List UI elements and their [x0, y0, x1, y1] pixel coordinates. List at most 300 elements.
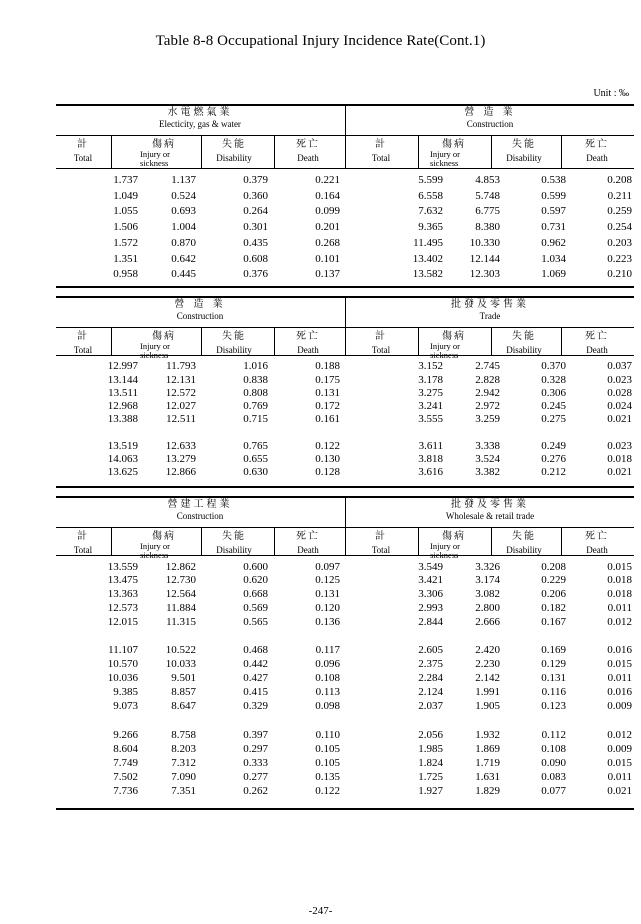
- table-cell: 10.522: [165, 644, 196, 656]
- table-cell: 0.229: [541, 574, 566, 586]
- column-header: [561, 332, 633, 355]
- table-cell: 0.328: [541, 374, 566, 386]
- table-cell: 0.333: [243, 757, 268, 769]
- table-cell: 0.245: [541, 400, 566, 412]
- table-cell: 8.647: [171, 700, 196, 712]
- column-header-en: Disability: [216, 545, 252, 555]
- table-cell: 1.932: [475, 729, 500, 741]
- table-cell: 8.857: [171, 686, 196, 698]
- table-cell: 0.808: [243, 387, 268, 399]
- table-cell: 0.642: [171, 253, 196, 265]
- column-header-en: Injury or sickness: [140, 149, 170, 168]
- table-cell: 0.203: [607, 237, 632, 249]
- column-header: [345, 332, 417, 355]
- column-header-en: Disability: [506, 345, 542, 355]
- table-cell: 9.266: [113, 729, 138, 741]
- table-cell: 12.866: [165, 466, 196, 478]
- column-header-zh: 死亡: [296, 331, 320, 342]
- table-cell: 13.519: [107, 440, 138, 452]
- column-header: [488, 140, 560, 163]
- table-cell: 0.128: [315, 466, 340, 478]
- table-cell: 3.382: [475, 466, 500, 478]
- table-cell: 0.208: [607, 174, 632, 186]
- column-header: [418, 532, 490, 560]
- table-cell: 3.616: [418, 466, 443, 478]
- column-header-en: Disability: [216, 153, 252, 163]
- table-cell: 9.385: [113, 686, 138, 698]
- column-header: [47, 532, 119, 555]
- table-cell: 1.824: [418, 757, 443, 769]
- group-title-zh: 水電燃氣業: [167, 107, 233, 118]
- table-cell: 3.306: [418, 588, 443, 600]
- table-cell: 11.107: [108, 644, 138, 656]
- group-title-zh: 營 造 業: [174, 299, 226, 310]
- column-header-zh: 失能: [512, 531, 536, 542]
- column-header: [47, 332, 119, 355]
- table-cell: 0.306: [541, 387, 566, 399]
- table-cell: 0.009: [607, 700, 632, 712]
- table-cell: 13.475: [107, 574, 138, 586]
- table-cell: 3.524: [475, 453, 500, 465]
- column-header-en: Disability: [506, 545, 542, 555]
- table-cell: 0.597: [541, 205, 566, 217]
- column-header-zh: 失能: [512, 139, 536, 150]
- table-cell: 0.116: [541, 686, 566, 698]
- table-cell: 2.666: [475, 616, 500, 628]
- column-header-en: Death: [297, 345, 319, 355]
- table-cell: 0.018: [607, 588, 632, 600]
- table-cell: 3.178: [418, 374, 443, 386]
- table-cell: 0.301: [243, 221, 268, 233]
- table-cell: 7.632: [418, 205, 443, 217]
- column-header-en: Injury or sickness: [140, 341, 170, 360]
- table-cell: 2.284: [418, 672, 443, 684]
- table-cell: 0.101: [315, 253, 340, 265]
- table-cell: 1.016: [243, 360, 268, 372]
- table-cell: 0.212: [541, 466, 566, 478]
- table-cell: 2.745: [475, 360, 500, 372]
- column-header-en: Total: [371, 545, 391, 555]
- table-cell: 2.972: [475, 400, 500, 412]
- table-cell: 0.175: [315, 374, 340, 386]
- table-cell: 7.312: [171, 757, 196, 769]
- column-header-zh: 傷病: [152, 531, 176, 542]
- table-cell: 6.775: [475, 205, 500, 217]
- table-cell: 2.124: [418, 686, 443, 698]
- right-group-header: [346, 300, 634, 321]
- table-cell: 0.693: [171, 205, 196, 217]
- table-cell: 1.049: [113, 190, 138, 202]
- table-cell: 4.853: [475, 174, 500, 186]
- column-header-en: Total: [371, 153, 391, 163]
- table-cell: 0.206: [541, 588, 566, 600]
- column-header-en: Disability: [216, 345, 252, 355]
- column-header-zh: 計: [375, 531, 387, 542]
- table-cell: 0.275: [541, 413, 566, 425]
- table-bottom-rule: [56, 486, 634, 488]
- column-header-zh: 死亡: [296, 531, 320, 542]
- page-number: -247-: [308, 905, 333, 917]
- table-cell: 12.303: [469, 268, 500, 280]
- table-cell: 0.021: [607, 785, 632, 797]
- table-cell: 0.415: [243, 686, 268, 698]
- table-cell: 8.380: [475, 221, 500, 233]
- table-cell: 3.549: [418, 561, 443, 573]
- table-cell: 0.442: [243, 658, 268, 670]
- table-cell: 12.564: [165, 588, 196, 600]
- table-cell: 0.012: [607, 616, 632, 628]
- table-cell: 0.108: [315, 672, 340, 684]
- column-header: [418, 140, 490, 168]
- table-cell: 11.495: [413, 237, 443, 249]
- column-header-en: Death: [586, 153, 608, 163]
- table-cell: 12.997: [107, 360, 138, 372]
- table-cell: 7.736: [113, 785, 138, 797]
- table-cell: 1.137: [171, 174, 196, 186]
- table-block: [56, 104, 634, 288]
- table-cell: 7.749: [113, 757, 138, 769]
- table-cell: 13.279: [165, 453, 196, 465]
- group-title-en: Wholesale & retail trade: [445, 511, 535, 521]
- group-title-en: Trade: [479, 311, 501, 321]
- column-header-zh: 失能: [222, 531, 246, 542]
- table-cell: 12.511: [166, 413, 196, 425]
- table-cell: 0.249: [541, 440, 566, 452]
- column-header: [272, 532, 344, 555]
- right-group-header: [346, 108, 634, 129]
- table-cell: 12.144: [469, 253, 500, 265]
- table-cell: 0.135: [315, 771, 340, 783]
- table-cell: 0.182: [541, 602, 566, 614]
- table-cell: 0.608: [243, 253, 268, 265]
- column-header: [272, 140, 344, 163]
- table-cell: 0.655: [243, 453, 268, 465]
- table-cell: 0.105: [315, 757, 340, 769]
- table-cell: 12.862: [165, 561, 196, 573]
- table-cell: 0.015: [607, 757, 632, 769]
- table-cell: 0.769: [243, 400, 268, 412]
- table-cell: 0.468: [243, 644, 268, 656]
- table-cell: 13.363: [107, 588, 138, 600]
- column-header-zh: 計: [77, 331, 89, 342]
- table-cell: 11.884: [166, 602, 196, 614]
- table-cell: 0.264: [243, 205, 268, 217]
- table-cell: 2.993: [418, 602, 443, 614]
- table-cell: 0.099: [315, 205, 340, 217]
- table-cell: 0.379: [243, 174, 268, 186]
- table-cell: 0.083: [541, 771, 566, 783]
- table-cell: 11.315: [166, 616, 196, 628]
- table-cell: 0.120: [315, 602, 340, 614]
- column-header-en: Injury or sickness: [140, 541, 170, 560]
- table-cell: 0.077: [541, 785, 566, 797]
- column-header: [198, 532, 270, 555]
- column-header-zh: 死亡: [296, 139, 320, 150]
- table-cell: 0.630: [243, 466, 268, 478]
- table-cell: 1.069: [541, 268, 566, 280]
- table-cell: 0.018: [607, 453, 632, 465]
- table-cell: 0.105: [315, 743, 340, 755]
- table-cell: 0.277: [243, 771, 268, 783]
- table-cell: 0.668: [243, 588, 268, 600]
- table-cell: 0.108: [541, 743, 566, 755]
- table-cell: 1.905: [475, 700, 500, 712]
- column-header: [198, 140, 270, 163]
- left-group-header: [56, 500, 344, 521]
- table-cell: 0.268: [315, 237, 340, 249]
- table-cell: 0.015: [607, 658, 632, 670]
- column-header-en: Death: [297, 153, 319, 163]
- column-header: [128, 532, 200, 560]
- table-cell: 0.210: [607, 268, 632, 280]
- table-cell: 1.985: [418, 743, 443, 755]
- column-header-zh: 傷病: [152, 139, 176, 150]
- table-cell: 0.276: [541, 453, 566, 465]
- table-cell: 0.211: [607, 190, 632, 202]
- column-header-en: Total: [73, 345, 93, 355]
- table-cell: 0.123: [541, 700, 566, 712]
- table-cell: 3.241: [418, 400, 443, 412]
- table-cell: 0.023: [607, 374, 632, 386]
- table-cell: 0.137: [315, 268, 340, 280]
- column-header-zh: 失能: [222, 139, 246, 150]
- table-cell: 0.188: [315, 360, 340, 372]
- table-cell: 7.351: [171, 785, 196, 797]
- table-cell: 0.023: [607, 440, 632, 452]
- table-cell: 1.869: [475, 743, 500, 755]
- table-cell: 12.730: [165, 574, 196, 586]
- table-cell: 0.011: [607, 771, 632, 783]
- table-cell: 0.016: [607, 686, 632, 698]
- table-cell: 10.570: [107, 658, 138, 670]
- table-cell: 12.968: [107, 400, 138, 412]
- table-cell: 0.870: [171, 237, 196, 249]
- table-cell: 0.538: [541, 174, 566, 186]
- column-header-en: Death: [586, 345, 608, 355]
- table-cell: 9.501: [171, 672, 196, 684]
- table-cell: 8.758: [171, 729, 196, 741]
- table-cell: 0.028: [607, 387, 632, 399]
- table-cell: 13.388: [107, 413, 138, 425]
- table-cell: 8.604: [113, 743, 138, 755]
- table-cell: 0.169: [541, 644, 566, 656]
- table-cell: 3.338: [475, 440, 500, 452]
- table-cell: 0.011: [607, 672, 632, 684]
- table-cell: 0.167: [541, 616, 566, 628]
- column-header-zh: 失能: [222, 331, 246, 342]
- table-cell: 0.125: [315, 574, 340, 586]
- table-cell: 0.329: [243, 700, 268, 712]
- table-cell: 2.056: [418, 729, 443, 741]
- table-cell: 1.737: [113, 174, 138, 186]
- column-header-zh: 計: [375, 139, 387, 150]
- table-cell: 0.024: [607, 400, 632, 412]
- column-header-en: Injury or sickness: [430, 341, 460, 360]
- column-header-zh: 死亡: [585, 531, 609, 542]
- table-block: [56, 296, 634, 488]
- table-cell: 6.558: [418, 190, 443, 202]
- group-title-zh: 批發及零售業: [451, 299, 529, 310]
- table-cell: 13.402: [412, 253, 443, 265]
- table-cell: 12.633: [165, 440, 196, 452]
- right-group-header: [346, 500, 634, 521]
- table-cell: 0.569: [243, 602, 268, 614]
- table-cell: 0.112: [541, 729, 566, 741]
- table-cell: 1.991: [475, 686, 500, 698]
- column-header-en: Disability: [506, 153, 542, 163]
- table-cell: 2.375: [418, 658, 443, 670]
- column-header-zh: 傷病: [442, 331, 466, 342]
- table-cell: 0.731: [541, 221, 566, 233]
- table-cell: 3.152: [418, 360, 443, 372]
- left-group-header: [56, 108, 344, 129]
- table-cell: 0.015: [607, 561, 632, 573]
- table-cell: 0.715: [243, 413, 268, 425]
- column-header: [488, 532, 560, 555]
- table-cell: 12.572: [165, 387, 196, 399]
- table-cell: 1.351: [113, 253, 138, 265]
- column-header: [345, 532, 417, 555]
- table-cell: 0.445: [171, 268, 196, 280]
- table-cell: 0.164: [315, 190, 340, 202]
- table-cell: 13.144: [107, 374, 138, 386]
- page-title: Table 8-8 Occupational Injury Incidence Rate(Cont.1): [155, 33, 486, 49]
- column-header-en: Death: [586, 545, 608, 555]
- table-cell: 3.611: [418, 440, 443, 452]
- table-cell: 0.435: [243, 237, 268, 249]
- table-cell: 0.113: [315, 686, 340, 698]
- table-cell: 0.376: [243, 268, 268, 280]
- table-cell: 0.018: [607, 574, 632, 586]
- table-bottom-rule: [56, 808, 634, 810]
- table-cell: 1.631: [475, 771, 500, 783]
- table-cell: 0.620: [243, 574, 268, 586]
- table-cell: 0.009: [607, 743, 632, 755]
- table-cell: 0.096: [315, 658, 340, 670]
- table-cell: 1.719: [475, 757, 500, 769]
- table-cell: 0.136: [315, 616, 340, 628]
- group-title-en: Construction: [466, 119, 514, 129]
- table-cell: 13.625: [107, 466, 138, 478]
- table-cell: 0.360: [243, 190, 268, 202]
- table-cell: 1.572: [113, 237, 138, 249]
- table-cell: 11.793: [166, 360, 196, 372]
- table-cell: 0.599: [541, 190, 566, 202]
- table-cell: 1.829: [475, 785, 500, 797]
- table-cell: 10.033: [165, 658, 196, 670]
- table-cell: 2.142: [475, 672, 500, 684]
- table-cell: 5.599: [418, 174, 443, 186]
- table-cell: 2.942: [475, 387, 500, 399]
- table-cell: 0.021: [607, 466, 632, 478]
- table-cell: 0.254: [607, 221, 632, 233]
- table-cell: 0.524: [171, 190, 196, 202]
- table-cell: 1.927: [418, 785, 443, 797]
- column-header-en: Injury or sickness: [430, 541, 460, 560]
- table-cell: 0.427: [243, 672, 268, 684]
- table-cell: 0.130: [315, 453, 340, 465]
- left-group-header: [56, 300, 344, 321]
- table-cell: 2.037: [418, 700, 443, 712]
- table-cell: 0.122: [315, 440, 340, 452]
- column-header-zh: 死亡: [585, 139, 609, 150]
- table-cell: 2.800: [475, 602, 500, 614]
- table-cell: 0.838: [243, 374, 268, 386]
- table-cell: 0.131: [541, 672, 566, 684]
- table-cell: 0.012: [607, 729, 632, 741]
- table-cell: 0.131: [315, 588, 340, 600]
- group-title-zh: 營建工程業: [167, 499, 233, 510]
- subheader-rule: [56, 168, 634, 169]
- table-cell: 1.506: [113, 221, 138, 233]
- unit-label: Unit : ‰: [593, 88, 629, 99]
- table-cell: 12.027: [165, 400, 196, 412]
- table-cell: 0.016: [607, 644, 632, 656]
- table-cell: 0.259: [607, 205, 632, 217]
- table-cell: 2.605: [418, 644, 443, 656]
- table-cell: 12.015: [107, 616, 138, 628]
- table-bottom-rule: [56, 286, 634, 288]
- table-cell: 0.011: [607, 602, 632, 614]
- column-header-zh: 計: [375, 331, 387, 342]
- column-header-en: Total: [73, 545, 93, 555]
- table-cell: 13.582: [412, 268, 443, 280]
- table-cell: 7.502: [113, 771, 138, 783]
- group-title-zh: 營 造 業: [464, 107, 516, 118]
- table-cell: 1.004: [171, 221, 196, 233]
- group-title-en: Electicity, gas & water: [159, 119, 241, 129]
- table-cell: 0.600: [243, 561, 268, 573]
- column-header: [272, 332, 344, 355]
- column-header-zh: 傷病: [442, 531, 466, 542]
- column-header-en: Total: [73, 153, 93, 163]
- table-cell: 3.818: [418, 453, 443, 465]
- column-header: [128, 140, 200, 168]
- table-cell: 9.073: [113, 700, 138, 712]
- table-cell: 3.174: [475, 574, 500, 586]
- table-cell: 3.555: [418, 413, 443, 425]
- table-cell: 0.117: [315, 644, 340, 656]
- table-cell: 0.297: [243, 743, 268, 755]
- table-cell: 0.397: [243, 729, 268, 741]
- table-cell: 7.090: [171, 771, 196, 783]
- table-cell: 14.063: [107, 453, 138, 465]
- column-header: [198, 332, 270, 355]
- table-cell: 0.208: [541, 561, 566, 573]
- group-title-en: Construction: [176, 511, 224, 521]
- table-cell: 0.021: [607, 413, 632, 425]
- table-cell: 0.110: [315, 729, 340, 741]
- table-cell: 2.828: [475, 374, 500, 386]
- table-cell: 0.131: [315, 387, 340, 399]
- column-header: [561, 532, 633, 555]
- table-cell: 12.573: [107, 602, 138, 614]
- column-header-zh: 傷病: [442, 139, 466, 150]
- table-cell: 13.559: [107, 561, 138, 573]
- table-cell: 8.203: [171, 743, 196, 755]
- table-cell: 3.421: [418, 574, 443, 586]
- table-cell: 2.844: [418, 616, 443, 628]
- column-header-zh: 死亡: [585, 331, 609, 342]
- table-cell: 0.370: [541, 360, 566, 372]
- table-cell: 2.230: [475, 658, 500, 670]
- table-cell: 0.765: [243, 440, 268, 452]
- column-header-zh: 計: [77, 531, 89, 542]
- column-header-zh: 失能: [512, 331, 536, 342]
- table-cell: 0.129: [541, 658, 566, 670]
- group-title-en: Construction: [176, 311, 224, 321]
- table-cell: 0.565: [243, 616, 268, 628]
